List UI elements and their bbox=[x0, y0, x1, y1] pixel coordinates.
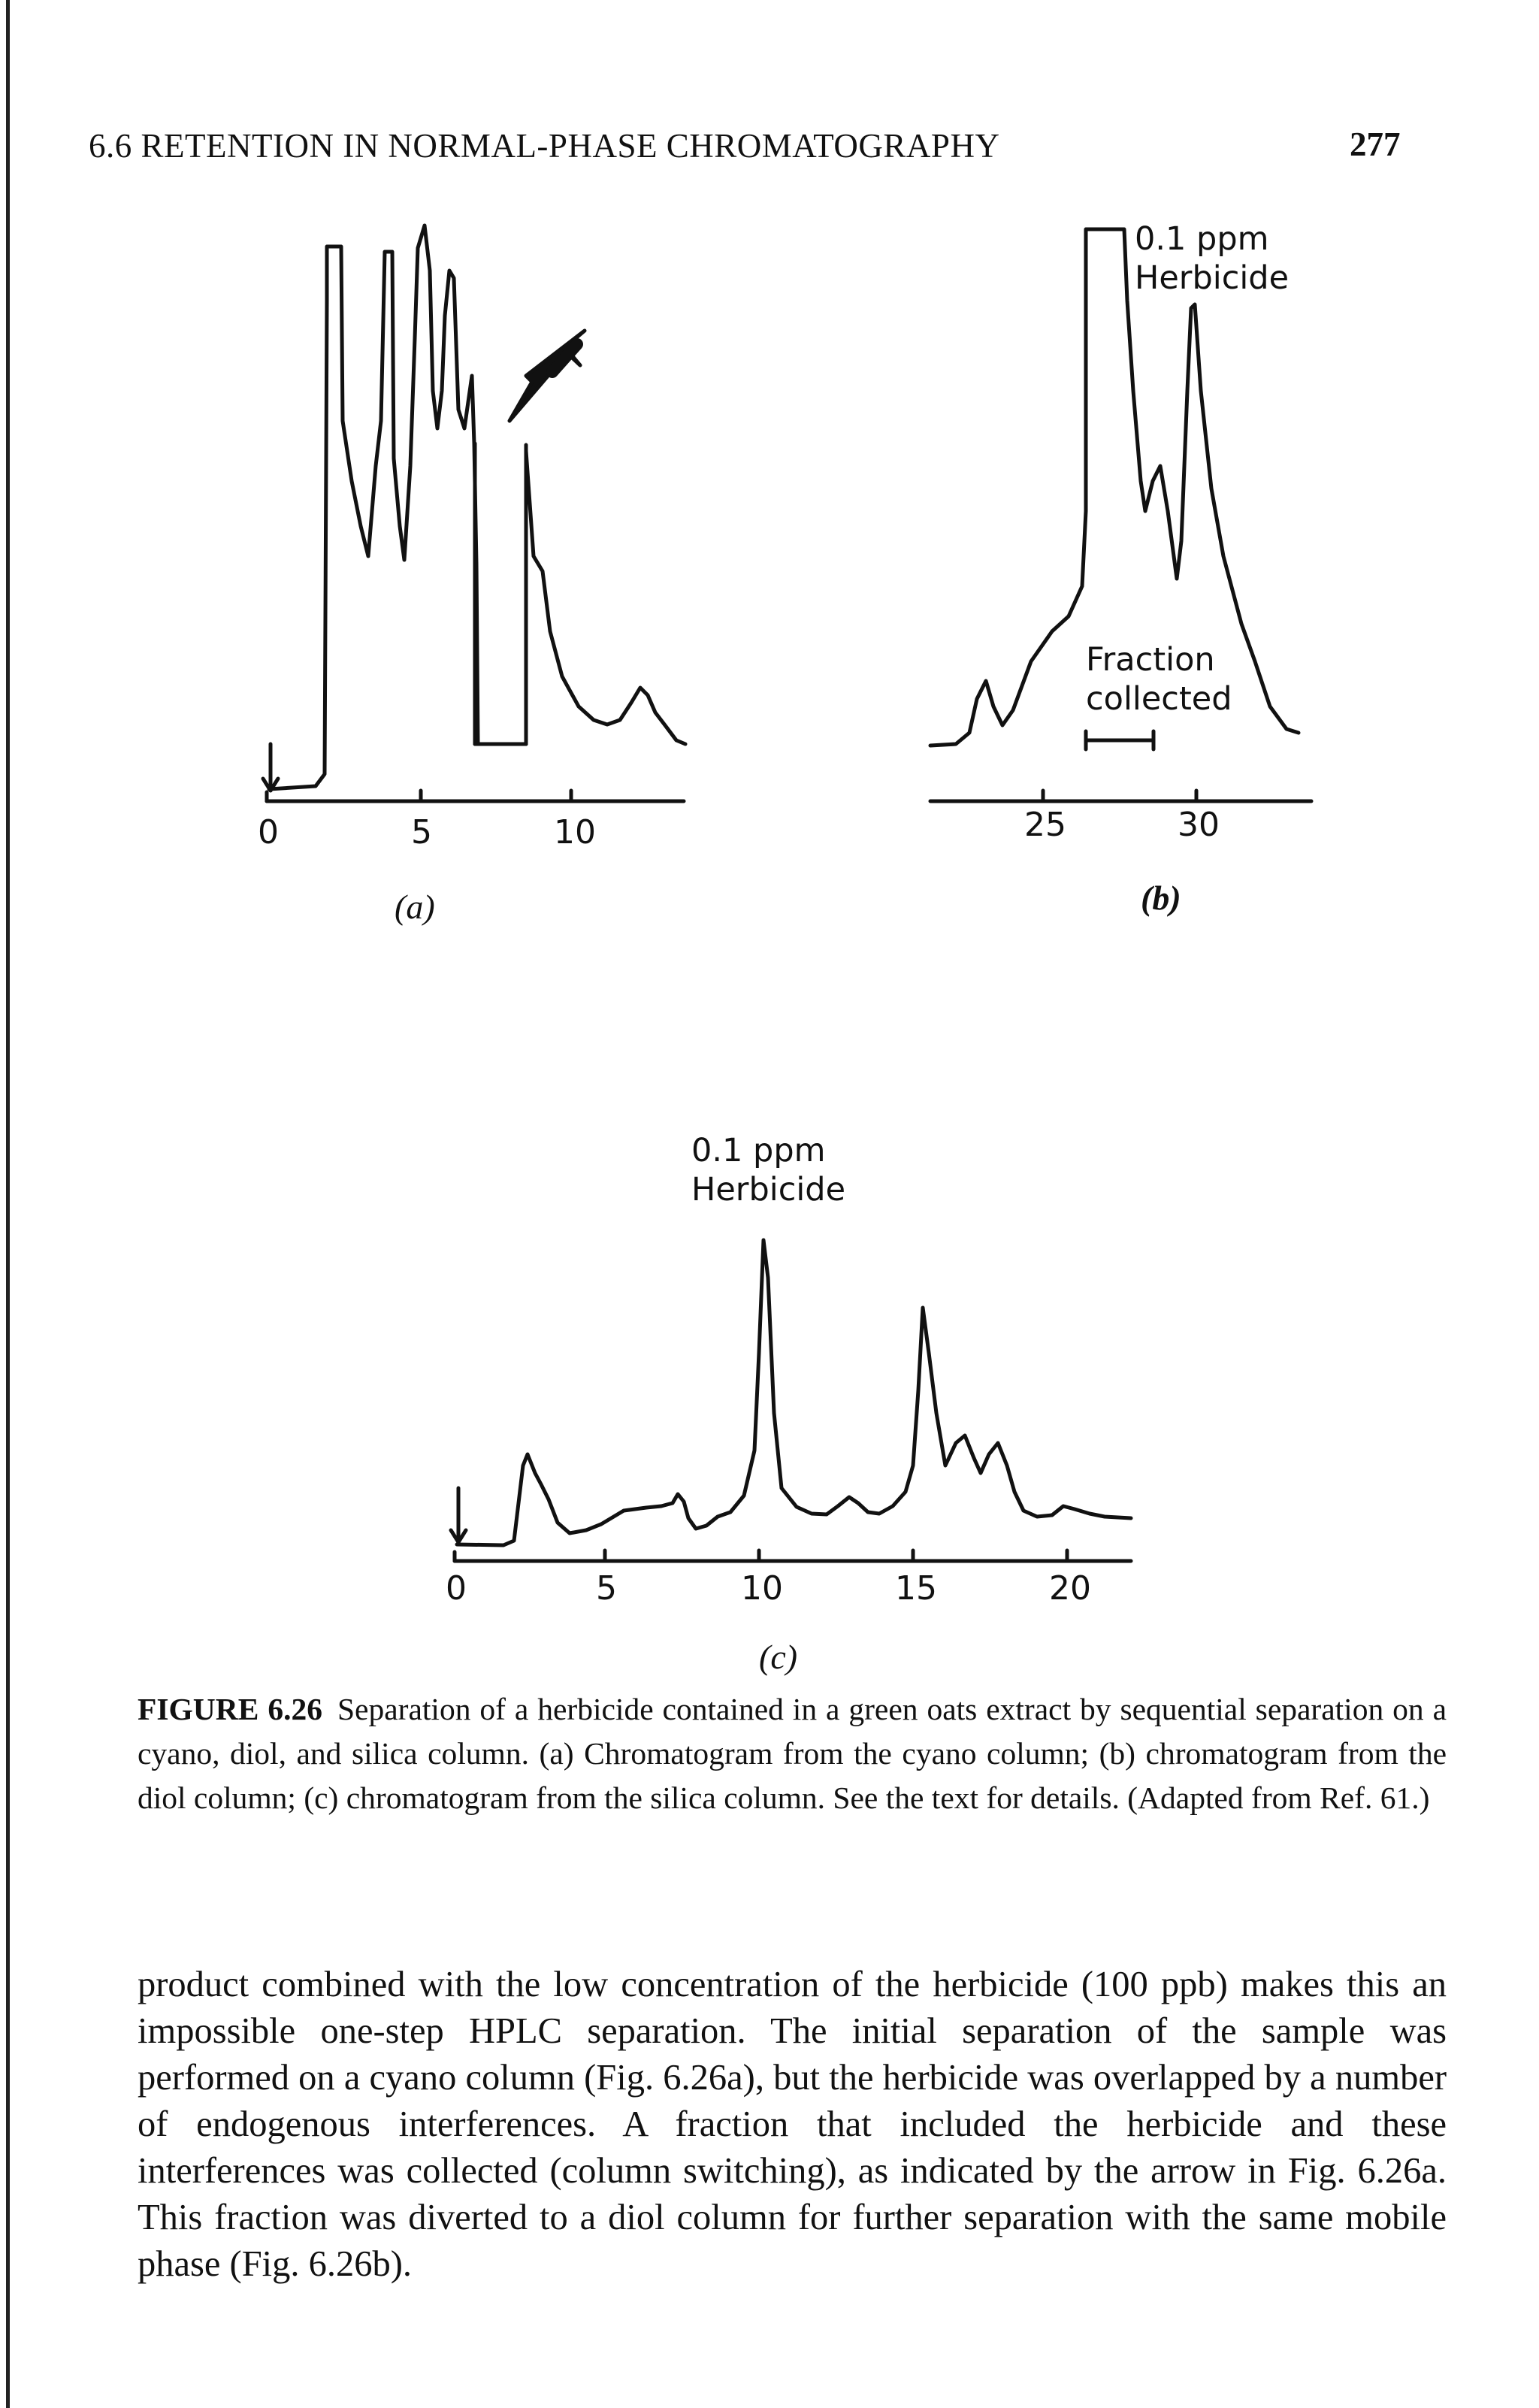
panel-a-label: (a) bbox=[395, 888, 435, 926]
running-head: 6.6 RETENTION IN NORMAL-PHASE CHROMATOGRAPHY bbox=[89, 127, 1000, 165]
panel-a-chromatogram bbox=[263, 225, 685, 801]
panel-a-tick-label: 0 bbox=[258, 813, 279, 852]
panel-c-tick-label: 10 bbox=[741, 1569, 783, 1608]
panel-c-tick-label: 15 bbox=[895, 1569, 937, 1608]
panel-c-tick-label: 20 bbox=[1049, 1569, 1091, 1608]
panel-c-tick-label: 0 bbox=[446, 1569, 467, 1608]
panel-b-tick-label: 25 bbox=[1024, 806, 1066, 844]
panel-b-fraction-line1: Fraction bbox=[1086, 641, 1215, 679]
panel-c-peak-label-line2: Herbicide bbox=[691, 1171, 846, 1209]
panel-b-label: (b) bbox=[1141, 879, 1181, 917]
page-number: 277 bbox=[1350, 126, 1401, 163]
panel-b-fraction-label bbox=[1086, 640, 1232, 718]
figure-caption-text: Separation of a herbicide contained in a green oats extract by sequential separation on a cyano, diol, and silica column. (a) Chromatogram from the cyano column; (b) chromatogram from the diol column; (c) chromatogram from the silica column. See the text for details. (Adapted from Ref. 61.) bbox=[138, 1692, 1447, 1815]
panel-c-peak-label-line1: 0.1 ppm bbox=[691, 1132, 826, 1169]
panel-b-peak-label-line2: Herbicide bbox=[1135, 259, 1290, 297]
panel-a-trace bbox=[269, 225, 526, 789]
figure-caption bbox=[138, 1687, 1447, 1820]
panel-c-chromatogram bbox=[451, 1240, 1131, 1561]
panel-c-trace bbox=[457, 1240, 1131, 1545]
panel-b-tick-label: 30 bbox=[1178, 806, 1220, 844]
panel-a-trace-tail bbox=[526, 445, 685, 744]
panel-a-tick-label: 5 bbox=[411, 813, 432, 852]
panel-c-tick-label: 5 bbox=[596, 1569, 617, 1608]
panel-b-fraction-line2: collected bbox=[1086, 680, 1232, 718]
panel-b-peak-label bbox=[1135, 219, 1289, 298]
panel-b-peak-label-line1: 0.1 ppm bbox=[1135, 220, 1269, 258]
panel-c-peak-label bbox=[691, 1131, 845, 1209]
body-paragraph: product combined with the low concentration of the herbicide (100 ppb) makes this an impossible one-step HPLC separation. The initial separation of the sample was performed on a cyano column (Fig. 6.26a), but the herbicide was overlapped by a number of endogenous interferences. A fraction that included the herbicide and these interferences was collected (column switching), as indicated by the arrow in Fig. 6.26a. This fraction was diverted to a diol column for further separation with the same mobile phase (Fig. 6.26b). bbox=[138, 1965, 1447, 2284]
figure-caption-label: FIGURE 6.26 bbox=[138, 1692, 322, 1726]
panel-a-tick-label: 10 bbox=[554, 813, 596, 852]
panel-c-label: (c) bbox=[759, 1638, 798, 1676]
